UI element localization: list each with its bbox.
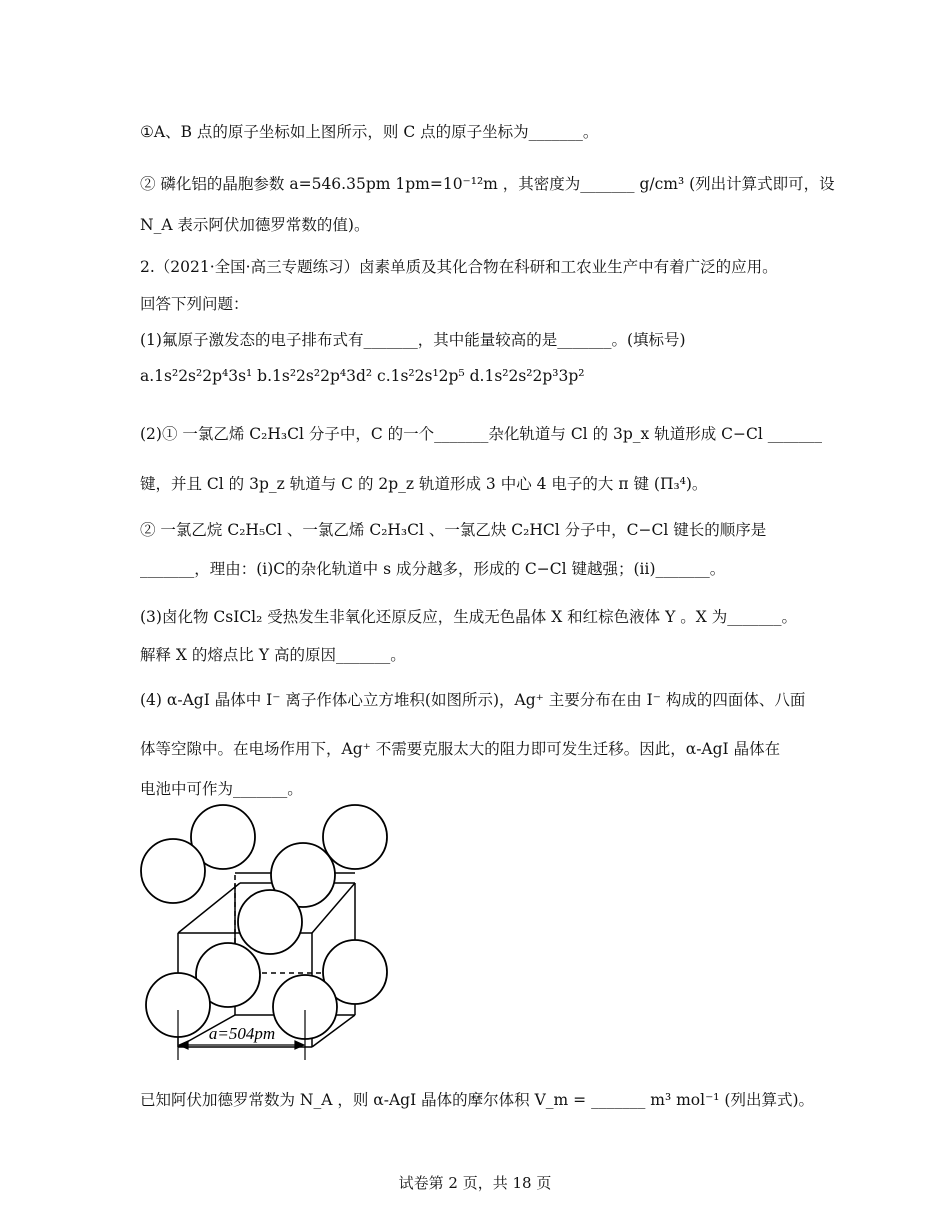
page-footer: 试卷第 2 页，共 18 页 <box>398 1174 552 1192</box>
dimension-label: a=504pm <box>208 1024 276 1043</box>
text-line-11: _______，理由：(ⅰ)C的杂化轨道中 s 成分越多，形成的 C−Cl 键越强；(ⅱ)_______。 <box>140 560 726 578</box>
text-line-9: 键，并且 Cl 的 3p_z 轨道与 C 的 2p_z 轨道形成 3 中心 4 电子的大 π 键 (Π₃⁴)。 <box>140 475 708 493</box>
text-line-6: (1)氟原子激发态的电子排布式有_______，其中能量较高的是_______。(填标号) <box>140 331 686 349</box>
text-line-2: ② 磷化铝的晶胞参数 a=546.35pm 1pm=10⁻¹²m ，其密度为_______ g/cm³ (列出计算式即可，设 <box>140 175 835 193</box>
atom-front-top-left <box>141 839 205 903</box>
text-line-8: (2)① 一氯乙烯 C₂H₃Cl 分子中，C 的一个_______杂化轨道与 Cl 的 3p_x 轨道形成 C−Cl _______ <box>140 425 822 443</box>
text-line-5: 回答下列问题： <box>140 295 249 313</box>
text-line-10: ② 一氯乙烷 C₂H₅Cl 、一氯乙烯 C₂H₃Cl 、一氯乙炔 C₂HCl 分子中，C−Cl 键长的顺序是 <box>140 521 767 539</box>
bcc-crystal-figure <box>130 795 400 1070</box>
atom-back-top-right <box>323 805 387 869</box>
text-line-12: (3)卤化物 CsICl₂ 受热发生非氧化还原反应，生成无色晶体 X 和红棕色液体 Y 。X 为_______。 <box>140 608 797 626</box>
question-2-heading: 2.（2021·全国·高三专题练习）卤素单质及其化合物在科研和工农业生产中有着广泛的应用。 <box>140 258 778 276</box>
text-line-15: 体等空隙中。在电场作用下，Ag⁺ 不需要克服太大的阻力即可发生迁移。因此，α-AgI 晶体在 <box>140 740 781 758</box>
text-line-1: ①A、B 点的原子坐标如上图所示，则 C 点的原子坐标为_______。 <box>140 123 599 141</box>
options-line: a.1s²2s²2p⁴3s¹ b.1s²2s²2p⁴3d² c.1s²2s¹2p⁵ d.1s²2s²2p³3p² <box>140 367 585 385</box>
text-line-17: 已知阿伏加德罗常数为 N_A ，则 α-AgI 晶体的摩尔体积 V_m = _______ m³ mol⁻¹ (列出算式)。 <box>140 1091 814 1109</box>
text-line-13: 解释 X 的熔点比 Y 高的原因_______。 <box>140 646 406 664</box>
atom-body-center <box>238 890 302 954</box>
text-line-16: 电池中可作为_______。 <box>140 780 303 798</box>
text-line-3: N_A 表示阿伏加德罗常数的值)。 <box>140 216 370 234</box>
text-line-14: (4) α-AgI 晶体中 I⁻ 离子作体心立方堆积(如图所示)，Ag⁺ 主要分布在由 I⁻ 构成的四面体、八面 <box>140 691 806 709</box>
